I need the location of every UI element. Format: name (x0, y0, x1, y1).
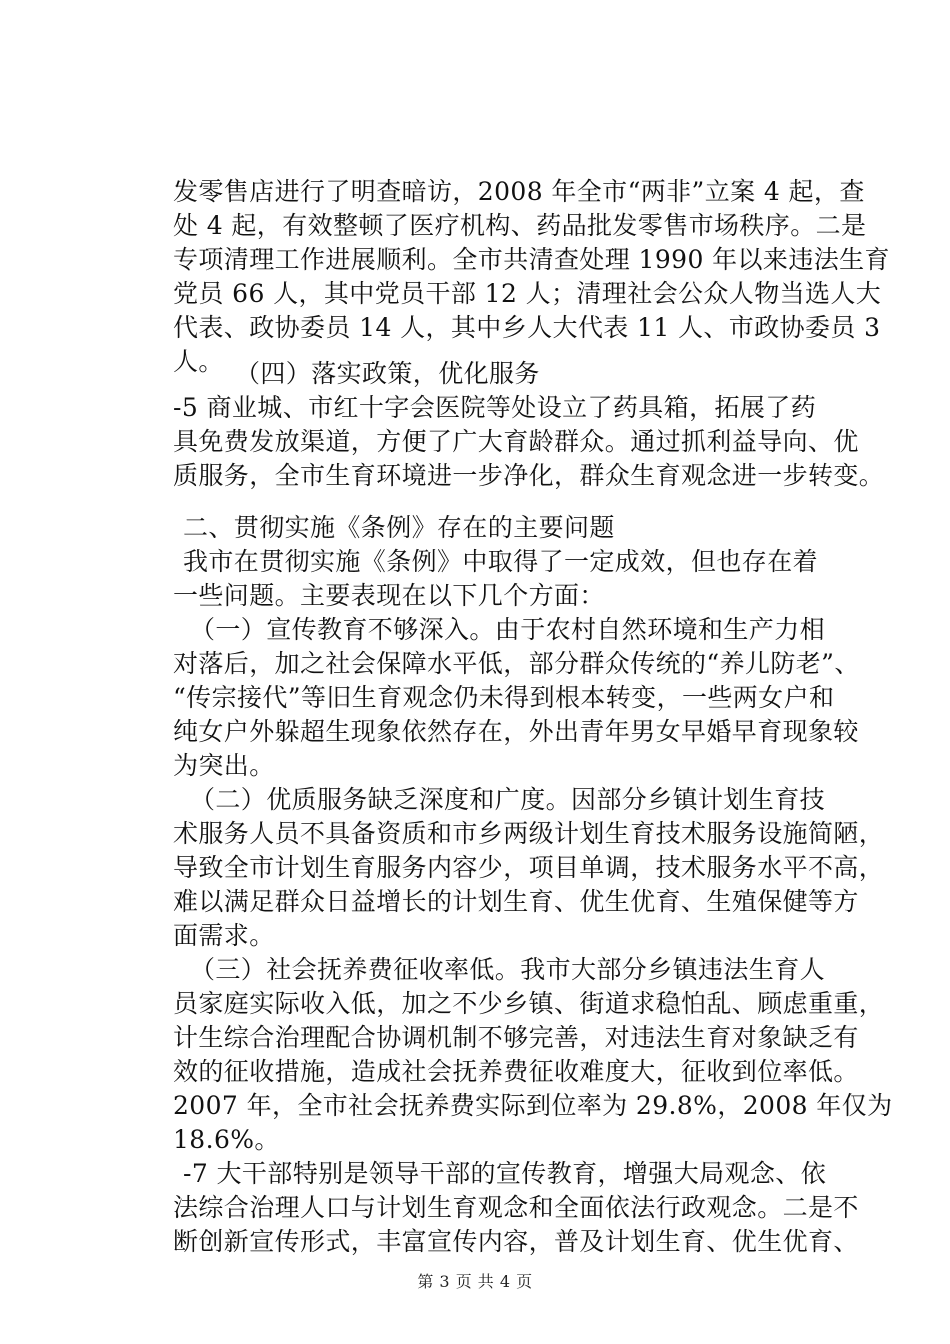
text-line: -5 商业城、市红十字会医院等处设立了药具箱，拓展了药 (173, 393, 817, 422)
text-line: 为突出。 (173, 751, 275, 780)
text-line: 处 4 起，有效整顿了医疗机构、药品批发零售市场秩序。二是 (173, 211, 867, 240)
text-line: 质服务，全市生育环境进一步净化，群众生育观念进一步转变。 (173, 461, 885, 490)
text-line: 代表、政协委员 14 人，其中乡人大代表 11 人、市政协委员 3 (173, 313, 881, 342)
text-line: 对落后，加之社会保障水平低，部分群众传统的“养儿防老”、 (173, 649, 860, 678)
text-line: “传宗接代”等旧生育观念仍未得到根本转变，一些两女户和 (173, 683, 835, 712)
text-line: 导致全市计划生育服务内容少，项目单调，技术服务水平不高， (173, 853, 885, 882)
text-line: 难以满足群众日益增长的计划生育、优生优育、生殖保健等方 (173, 887, 859, 916)
text-line: 2007 年，全市社会抚养费实际到位率为 29.8%，2008 年仅为 (173, 1091, 893, 1120)
page-footer (0, 1272, 950, 1292)
text-line: 发零售店进行了明查暗访，2008 年全市“两非”立案 4 起，查 (173, 177, 865, 206)
text-line: 人。 (173, 347, 224, 376)
text-line: 18.6%。 (173, 1125, 280, 1154)
text-line: 员家庭实际收入低，加之不少乡镇、街道求稳怕乱、顾虑重重， (173, 989, 885, 1018)
text-line: （三）社会抚养费征收率低。我市大部分乡镇违法生育人 (190, 955, 826, 984)
text-line: 纯女户外躲超生现象依然存在，外出青年男女早婚早育现象较 (173, 717, 859, 746)
text-line: 法综合治理人口与计划生育观念和全面依法行政观念。二是不 (173, 1193, 859, 1222)
text-line: 断创新宣传形式，丰富宣传内容，普及计划生育、优生优育、 (173, 1227, 859, 1256)
text-line: 具免费发放渠道，方便了广大育龄群众。通过抓利益导向、优 (173, 427, 859, 456)
text-line: 面需求。 (173, 921, 275, 950)
text-line: 效的征收措施，造成社会抚养费征收难度大，征收到位率低。 (173, 1057, 859, 1086)
text-line: （一）宣传教育不够深入。由于农村自然环境和生产力相 (190, 615, 826, 644)
text-line: 专项清理工作进展顺利。全市共清查处理 1990 年以来违法生育 (173, 245, 890, 274)
section-heading: 二、贯彻实施《条例》存在的主要问题 (183, 513, 615, 542)
section-heading: （四）落实政策，优化服务 (235, 359, 540, 388)
text-line: （二）优质服务缺乏深度和广度。因部分乡镇计划生育技 (190, 785, 826, 814)
text-line: 一些问题。主要表现在以下几个方面： (173, 581, 605, 610)
text-line: -7 大干部特别是领导干部的宣传教育，增强大局观念、依 (183, 1159, 827, 1188)
text-line: 计生综合治理配合协调机制不够完善，对违法生育对象缺乏有 (173, 1023, 859, 1052)
text-line: 我市在贯彻实施《条例》中取得了一定成效，但也存在着 (183, 547, 819, 576)
page-number: 第 3 页 共 4 页 (417, 1272, 533, 1291)
text-line: 党员 66 人，其中党员干部 12 人；清理社会公众人物当选人大 (173, 279, 882, 308)
text-line: 术服务人员不具备资质和市乡两级计划生育技术服务设施简陋， (173, 819, 885, 848)
